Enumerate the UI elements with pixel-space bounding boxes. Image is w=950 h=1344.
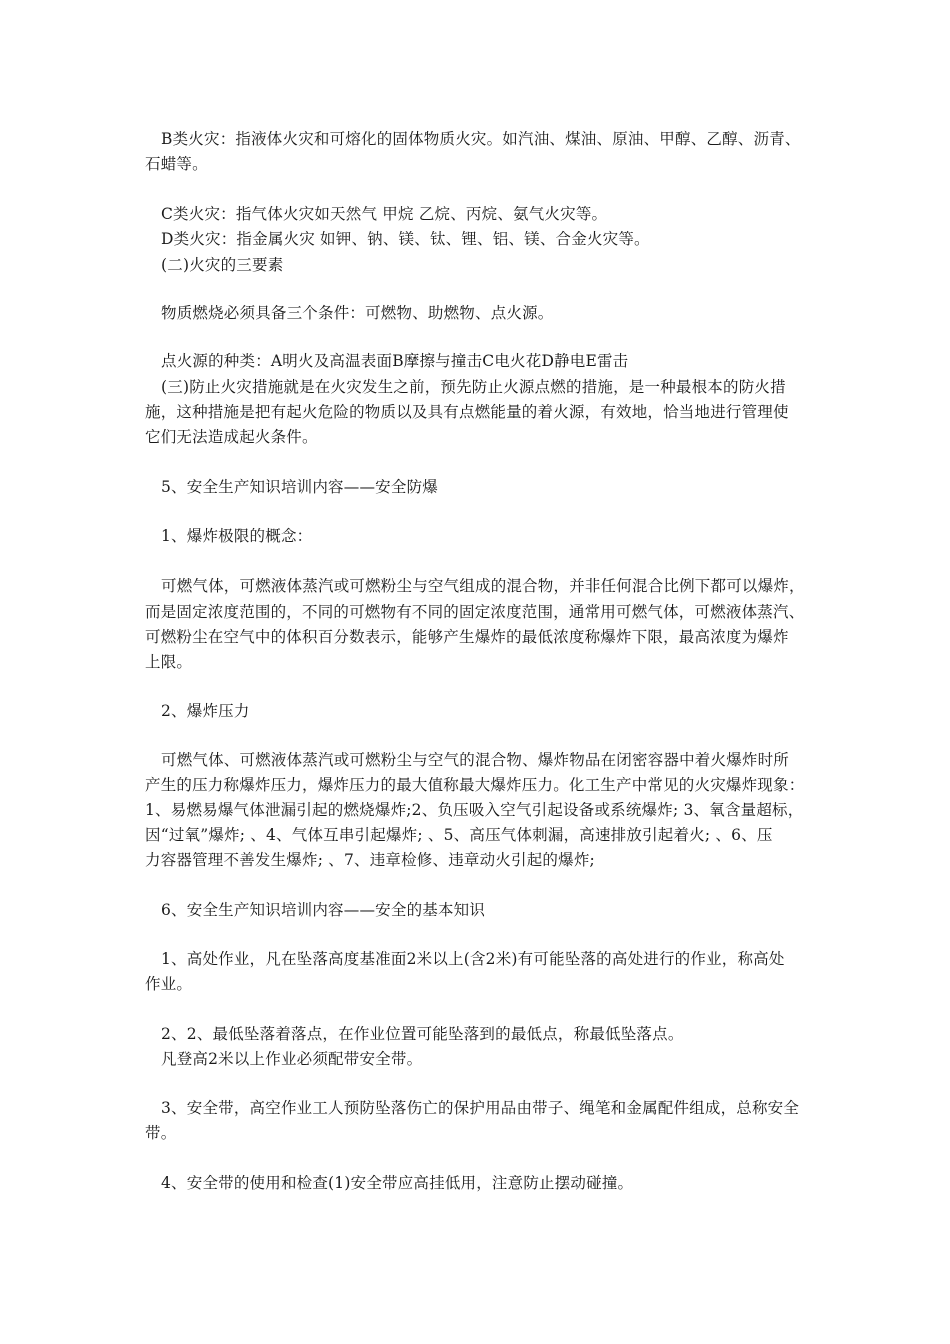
paragraph-line: 带。 <box>145 1124 177 1142</box>
paragraph-line: 产生的压力称爆炸压力，爆炸压力的最大值称最大爆炸压力。化工生产中常见的火灾爆炸现象： <box>145 776 805 794</box>
paragraph-line: 它们无法造成起火条件。 <box>145 428 318 446</box>
paragraph-line: 凡登高2米以上作业必须配带安全带。 <box>161 1050 423 1068</box>
paragraph-line: 作业。 <box>145 975 193 993</box>
section-heading: 1、爆炸极限的概念： <box>161 527 313 545</box>
paragraph-line: 上限。 <box>145 653 193 671</box>
paragraph-line: 石蜡等。 <box>145 155 208 173</box>
paragraph-line: 3、安全带，高空作业工人预防坠落伤亡的保护用品由带子、绳笔和金属配件组成，总称安全 <box>161 1099 800 1117</box>
paragraph-line: 1、易燃易爆气体泄漏引起的燃烧爆炸;2、负压吸入空气引起设备或系统爆炸; 3、氧含量超标， <box>145 801 804 819</box>
paragraph-line: D类火灾：指金属火灾 如钾、钠、镁、钛、锂、铝、镁、合金火灾等。 <box>161 230 650 248</box>
paragraph-line: B类火灾：指液体火灾和可熔化的固体物质火灾。如汽油、煤油、原油、甲醇、乙醇、沥青、 <box>161 130 801 148</box>
section-heading: (二)火灾的三要素 <box>161 256 284 274</box>
paragraph-line: 1、高处作业，凡在坠落高度基准面2米以上(含2米)有可能坠落的高处进行的作业，称高处 <box>161 950 785 968</box>
paragraph-line: C类火灾：指气体火灾如天然气 甲烷 乙烷、丙烷、氨气火灾等。 <box>161 205 608 223</box>
section-heading: 6、安全生产知识培训内容——安全的基本知识 <box>161 901 486 919</box>
paragraph-line: 因“过氧”爆炸; 、4、气体互串引起爆炸; 、5、高压气体刺漏，高速排放引起着火; 、6、压 <box>145 826 773 844</box>
paragraph-line: 4、安全带的使用和检查(1)安全带应高挂低用，注意防止摆动碰撞。 <box>161 1174 634 1192</box>
paragraph-line: (三)防止火灾措施就是在火灾发生之前，预先防止火源点燃的措施，是一种最根本的防火措 <box>161 378 786 396</box>
paragraph-line: 力容器管理不善发生爆炸; 、7、违章检修、违章动火引起的爆炸; <box>145 851 595 869</box>
paragraph-line: 施，这种措施是把有起火危险的物质以及具有点燃能量的着火源，有效地，恰当地进行管理使 <box>145 403 789 421</box>
section-heading: 5、安全生产知识培训内容——安全防爆 <box>161 478 438 496</box>
paragraph-line: 可燃气体，可燃液体蒸汽或可燃粉尘与空气组成的混合物，并非任何混合比例下都可以爆炸， <box>161 577 805 595</box>
paragraph-line: 点火源的种类：A明火及高温表面B摩擦与撞击C电火花D静电E雷击 <box>161 352 629 370</box>
paragraph-line: 而是固定浓度范围的，不同的可燃物有不同的固定浓度范围，通常用可燃气体，可燃液体蒸汽、 <box>145 603 805 621</box>
paragraph-line: 2、2、最低坠落着落点，在作业位置可能坠落到的最低点，称最低坠落点。 <box>161 1025 684 1043</box>
paragraph-line: 物质燃烧必须具备三个条件：可燃物、助燃物、点火源。 <box>161 304 554 322</box>
paragraph-line: 可燃粉尘在空气中的体积百分数表示，能够产生爆炸的最低浓度称爆炸下限，最高浓度为爆炸 <box>145 628 789 646</box>
paragraph-line: 可燃气体、可燃液体蒸汽或可燃粉尘与空气的混合物、爆炸物品在闭密容器中着火爆炸时所 <box>161 751 790 769</box>
section-heading: 2、爆炸压力 <box>161 702 250 720</box>
